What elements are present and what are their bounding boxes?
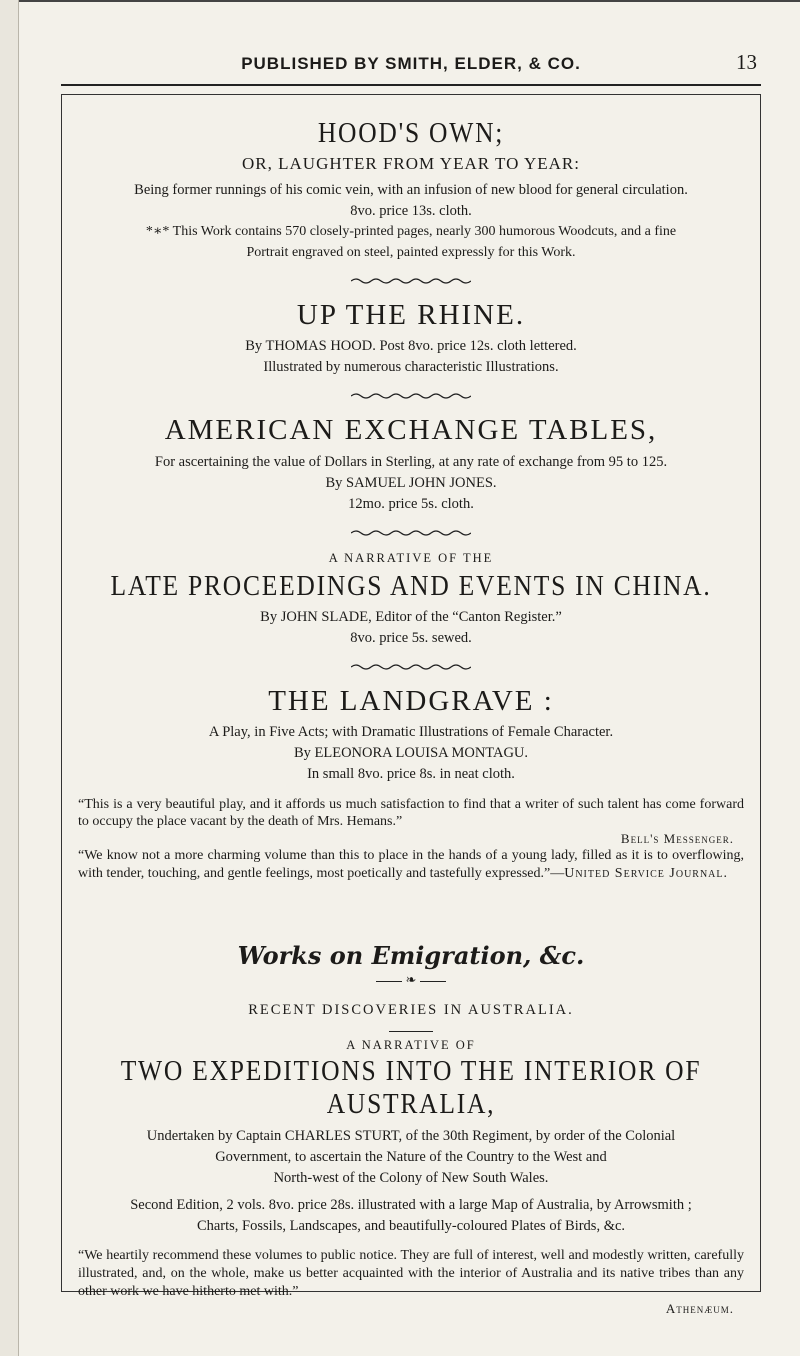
book-page	[18, 0, 800, 1356]
entry-up-the-rhine	[68, 299, 754, 378]
entry-title: HOOD'S OWN;	[317, 117, 505, 149]
entry-line: By JOHN SLADE, Editor of the “Canton Register.”	[260, 609, 562, 626]
entry-title: TWO EXPEDITIONS INTO THE INTERIOR OF AUSTRALIA,	[120, 1055, 702, 1121]
entry-line: 8vo. price 13s. cloth.	[350, 203, 472, 220]
page-content	[61, 44, 761, 1334]
advert-frame	[61, 94, 761, 1316]
review-quote: “This is a very beautiful play, and it affords us much satisfaction to find that a writer of such talent has come forward to occupy the place vacant by the death of Mrs. Hemans.”	[78, 796, 744, 830]
entry-line: Second Edition, 2 vols. 8vo. price 28s. illustrated with a large Map of Australia, by Arrowsmith ;	[130, 1196, 692, 1213]
entry-line: A Play, in Five Acts; with Dramatic Illustrations of Female Character.	[208, 724, 614, 741]
entry-line: By SAMUEL JOHN JONES.	[325, 474, 497, 491]
review-attribution: Bell's Messenger.	[620, 831, 734, 847]
entry-line: For ascertaining the value of Dollars in Sterling, at any rate of exchange from 95 to 125.	[154, 453, 668, 470]
entry-line: In small 8vo. price 8s. in neat cloth.	[307, 766, 515, 783]
entry-title: LATE PROCEEDINGS AND EVENTS IN CHINA.	[110, 569, 712, 602]
entry-line: Illustrated by numerous characteristic Illustrations.	[263, 359, 559, 376]
entry-line: 8vo. price 5s. sewed.	[350, 630, 472, 647]
section-emigration	[68, 941, 754, 1316]
entry-the-landgrave	[68, 685, 754, 883]
entry-subtitle: OR, LAUGHTER FROM YEAR TO YEAR:	[242, 154, 580, 174]
review-quote	[78, 847, 744, 883]
entry-line: Government, to ascertain the Nature of the Country to the West and	[215, 1148, 607, 1165]
entry-line: North-west of the Colony of New South Wales.	[273, 1169, 549, 1186]
entry-line: Charts, Fossils, Landscapes, and beautifully-coloured Plates of Birds, &c.	[196, 1217, 626, 1234]
running-head	[61, 44, 761, 86]
asterism: *∗*	[145, 224, 170, 240]
short-rule	[389, 1031, 433, 1032]
entry-prefix: A NARRATIVE OF THE	[328, 550, 494, 565]
entry-line: Being former runnings of his comic vein, with an infusion of new blood for general circulation.	[134, 182, 688, 199]
page-number: 13	[736, 50, 757, 74]
review-attribution: United Service Journal.	[564, 866, 729, 882]
section-subheading: RECENT DISCOVERIES IN AUSTRALIA.	[248, 1002, 574, 1019]
entry-american-exchange-tables	[68, 414, 754, 514]
entry-note	[68, 222, 754, 242]
review-quote: “We heartily recommend these volumes to public notice. They are full of interest, well and modestly written, carefully illustrated, and, on the whole, make us better acquainted with the interior of Australia and its native tribes than any other work we have hitherto met with.”	[78, 1247, 744, 1299]
running-head-text: PUBLISHED BY SMITH, ELDER, & CO.	[241, 54, 581, 73]
review-quote-text: “We know not a more charming volume than this to place in the hands of a young lady, filled as it is to overflowing, with tender, touching, and gentle feelings, most poetically and tastefully expressed.”—	[78, 848, 744, 882]
review-attribution: Athenæum.	[665, 1300, 734, 1316]
entry-prefix: A NARRATIVE OF	[346, 1038, 476, 1053]
entry-title: UP THE RHINE.	[296, 298, 526, 331]
wavy-rule	[341, 277, 481, 285]
entry-line: By THOMAS HOOD. Post 8vo. price 12s. cloth lettered.	[245, 338, 577, 355]
wavy-rule	[341, 392, 481, 400]
wavy-rule	[341, 529, 481, 537]
entry-line: Undertaken by Captain CHARLES STURT, of the 30th Regiment, by order of the Colonial	[146, 1127, 676, 1144]
wavy-rule	[341, 663, 481, 671]
entry-hoods-own	[68, 117, 754, 263]
entry-line: 12mo. price 5s. cloth.	[348, 495, 474, 512]
top-edge-rule	[19, 0, 800, 2]
entry-title: THE LANDGRAVE :	[268, 685, 554, 718]
section-ornament: ❧	[68, 972, 754, 988]
section-heading: Works on Emigration, &c.	[237, 941, 585, 971]
entry-proceedings-in-china	[68, 551, 754, 649]
entry-title: AMERICAN EXCHANGE TABLES,	[164, 414, 658, 447]
entry-line: By ELEONORA LOUISA MONTAGU.	[293, 745, 529, 762]
entry-note-2: Portrait engraved on steel, painted expressly for this Work.	[246, 244, 576, 260]
entry-note-text: This Work contains 570 closely-printed pages, nearly 300 humorous Woodcuts, and a fine	[172, 224, 677, 240]
